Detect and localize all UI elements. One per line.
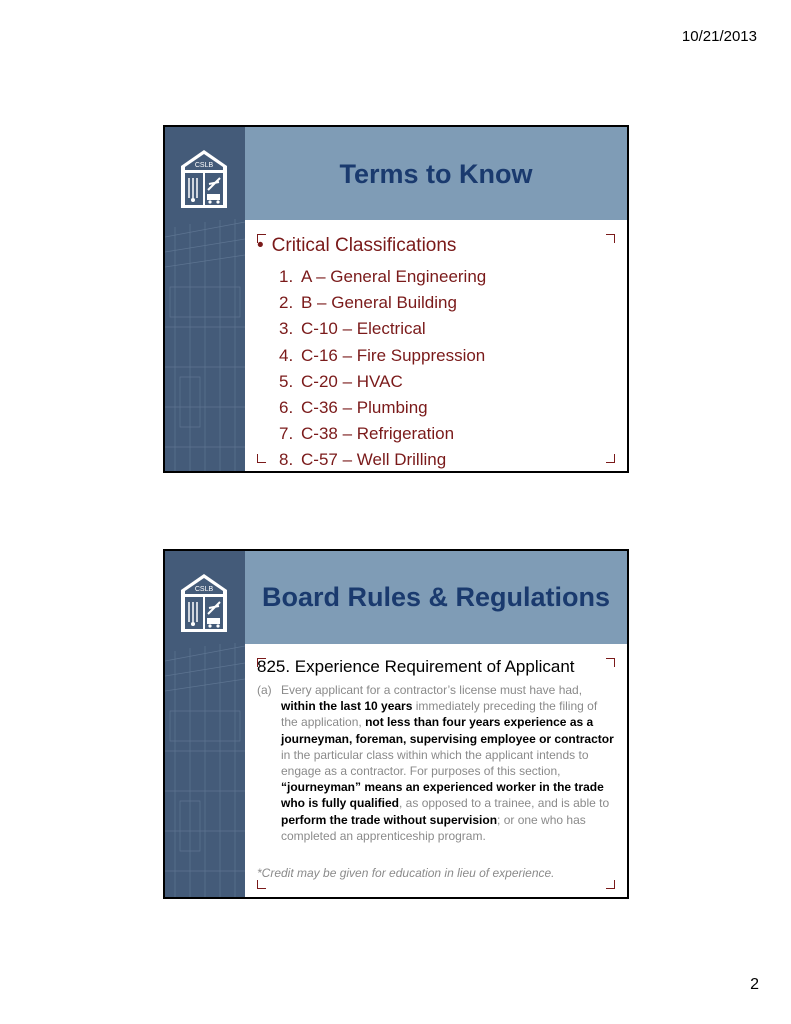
emphasis-text: as a journeyman, foreman, supervising employee or contractor [281,715,614,746]
emphasis-text: not less than four years experience [365,715,567,730]
slide-title: Terms to Know [339,159,533,189]
list-item: 1. A – General Engineering [279,267,487,286]
corner-mark [257,880,266,889]
corner-mark [606,658,615,667]
slide-body [245,220,627,471]
page-number: 2 [750,976,759,993]
list-item: 3. C-10 – Electrical [279,319,426,339]
plain-text: in the particular class within which the applicant intends to engage as a contractor. For purposes of this section, [281,747,589,779]
slide-terms-to-know [163,125,629,473]
logo-text: CSLB [194,162,214,169]
rule-paragraph [257,682,617,844]
emphasis-text: within the last 10 years [281,699,413,714]
emphasis-text: perform the trade without supervision [281,812,498,827]
slide-board-rules [163,549,629,899]
corner-mark [606,880,615,889]
logo-text: CSLB [194,586,214,593]
plain-text: , as opposed to a trainee, and is able to [399,796,610,811]
plain-text: immediately preceding the filing of the application, [281,699,598,730]
cslb-logo-icon [179,572,229,634]
credit-footnote: *Credit may be given for education in lieu of experience. [257,866,555,880]
list-item: 6. C-36 – Plumbing [279,397,428,417]
list-item: 7. C-38 – Refrigeration [279,424,455,444]
corner-mark [257,454,266,463]
slide-body [245,644,627,897]
classification-list [279,264,486,473]
paragraph-text [281,682,617,844]
page-date: 10/21/2013 [681,28,757,45]
list-item: 5. C-20 – HVAC [279,371,403,391]
list-item: 4. C-16 – Fire Suppression [279,345,486,365]
rule-title: 825. Experience Requirement of Applicant [257,657,575,676]
slide-title: Board Rules & Regulations [261,582,611,612]
paragraph-label: (a) [257,683,272,697]
emphasis-text: “journeyman” means an experienced worker in the trade who is fully qualified [281,780,604,811]
list-item: 2. B – General Building [279,293,457,313]
cslb-logo-icon [179,148,229,210]
slide-header [245,127,627,220]
corner-mark [606,234,615,243]
slide-sidebar [165,551,245,897]
slide-header [245,551,627,644]
bullet-critical-classifications: • Critical Classifications [257,235,457,256]
corner-mark [606,454,615,463]
list-item: 8. C-57 – Well Drilling [279,450,447,470]
plain-text: Every applicant for a contractor’s license must have had, [281,683,583,697]
bullet-text: Critical Classifications [271,235,457,256]
slide-sidebar [165,127,245,471]
plain-text: ; or one who has completed an apprenticeship program. [281,812,586,843]
